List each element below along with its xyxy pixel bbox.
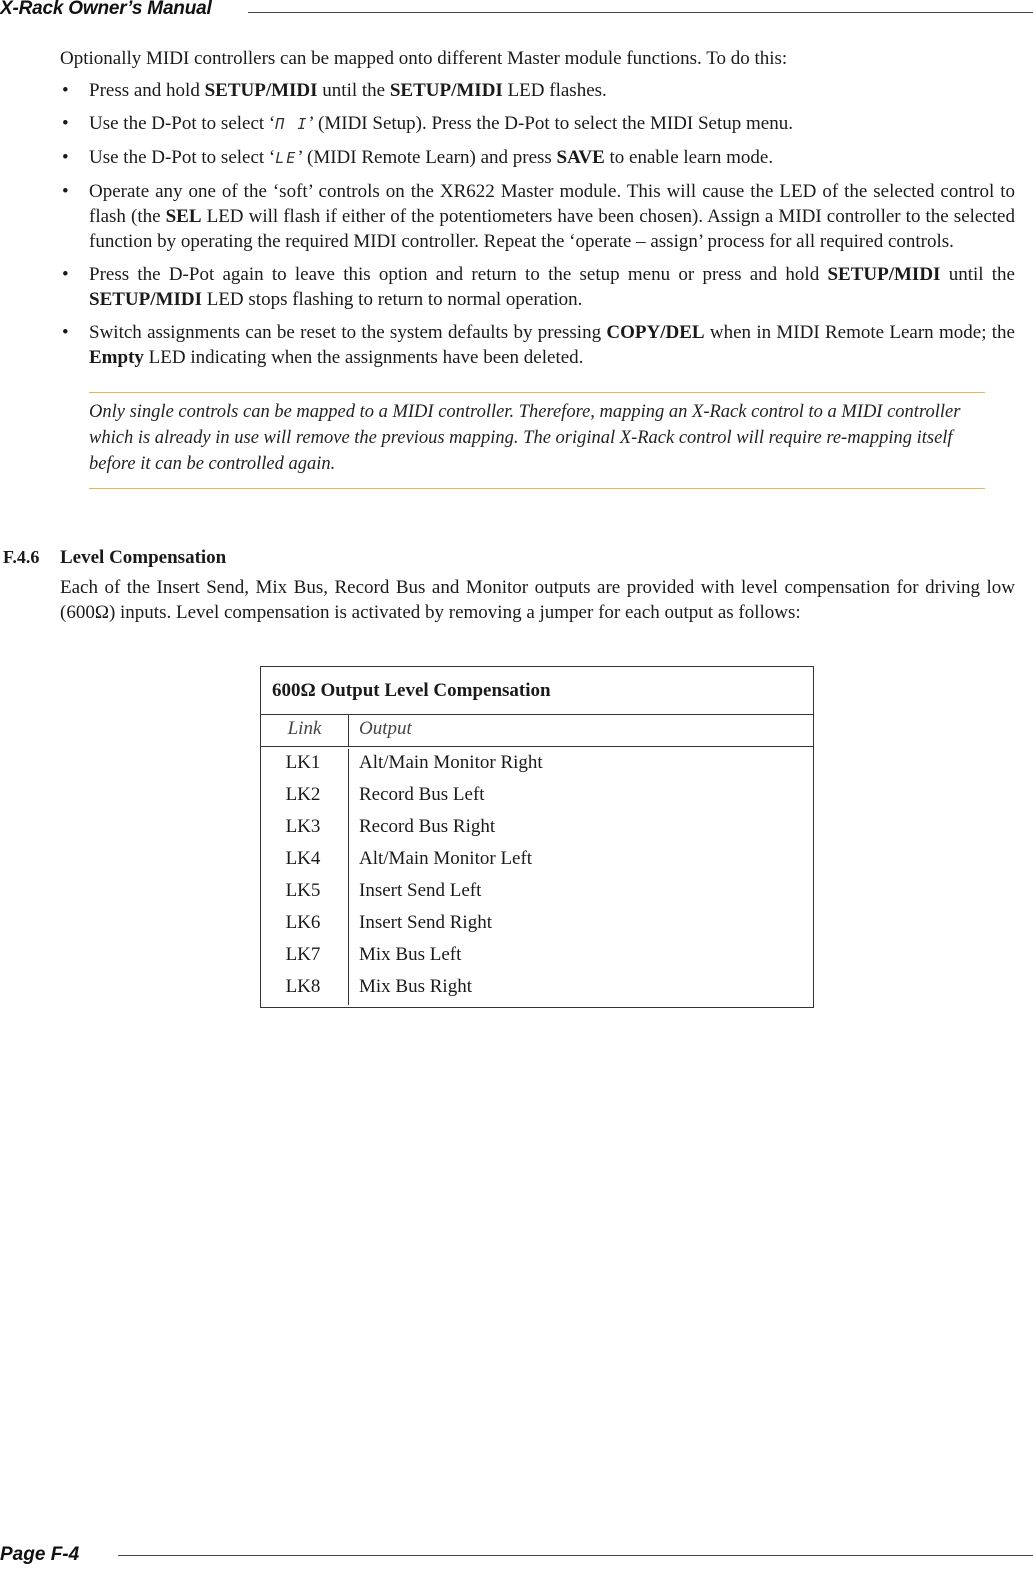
table-body <box>261 747 813 1007</box>
column-header-output: Output <box>359 718 412 739</box>
level-compensation-section <box>0 543 1015 625</box>
table-row: LK7 Mix Bus Left <box>261 941 813 973</box>
table-title: 600Ω Output Level Compensation <box>261 667 813 715</box>
manual-title: X-Rack Owner’s Manual <box>0 0 212 19</box>
main-content <box>60 46 1015 489</box>
section-title: Level Compensation <box>60 547 227 568</box>
intro-paragraph: Optionally MIDI controllers can be mapped onto different Master module functions. To do this: <box>60 48 788 69</box>
page-number: Page F-4 <box>0 1544 80 1565</box>
table-row: LK3 Record Bus Right <box>261 813 813 845</box>
list-item: • Use the D-Pot to select ‘LE’ (MIDI Remote Learn) and press SAVE to enable learn mode. <box>60 145 1015 171</box>
list-item: • Press the D-Pot again to leave this option and return to the setup menu or press and hold SETUP/MIDI until the SETUP/MIDI LED stops flashing to return to normal operation. <box>60 262 1015 312</box>
table-row: LK6 Insert Send Right <box>261 909 813 941</box>
lcd-display-text: LE <box>275 149 298 167</box>
table-row: LK5 Insert Send Left <box>261 877 813 909</box>
header-rule <box>248 12 1033 13</box>
table-header-row <box>261 715 813 747</box>
list-item: • Switch assignments can be reset to the system defaults by pressing COPY/DEL when in MIDI Remote Learn mode; the Empty LED indicating when the assignments have been deleted. <box>60 320 1015 370</box>
lcd-display-text: Π I <box>275 115 309 133</box>
table-row: LK8 Mix Bus Right <box>261 973 813 1005</box>
compensation-table <box>260 666 814 1008</box>
note-box: Only single controls can be mapped to a MIDI controller. Therefore, mapping an X-Rack control to a MIDI controller which is already in use will remove the previous mapping. The original X-Rack control will require re-mapping itself before it can be controlled again. <box>89 392 985 489</box>
table-row: LK2 Record Bus Left <box>261 781 813 813</box>
list-item: • Operate any one of the ‘soft’ controls on the XR622 Master module. This will cause the LED of the selected control to flash (the SEL LED will flash if either of the potentiometers have been chosen). Assign a MIDI controller to the selected function by operating the required MIDI controller. Repeat the ‘operate – assign’ process for all required controls. <box>60 179 1015 254</box>
instruction-list <box>60 78 1015 370</box>
section-body: Each of the Insert Send, Mix Bus, Record Bus and Monitor outputs are provided with level compensation for driving low (600Ω) inputs. Level compensation is activated by removing a jumper for each output as follows: <box>60 577 1015 623</box>
table-row: LK1 Alt/Main Monitor Right <box>261 749 813 781</box>
page-footer <box>0 1540 1033 1570</box>
list-item: • Use the D-Pot to select ‘Π I’ (MIDI Setup). Press the D-Pot to select the MIDI Setup menu. <box>60 111 1015 137</box>
list-item: • Press and hold SETUP/MIDI until the SETUP/MIDI LED flashes. <box>60 78 1015 103</box>
column-header-link: Link <box>261 715 349 746</box>
table-row: LK4 Alt/Main Monitor Left <box>261 845 813 877</box>
page-header <box>0 0 1033 24</box>
section-heading <box>0 543 1015 571</box>
footer-rule <box>118 1555 1033 1556</box>
section-number: F.4.6 <box>3 547 40 567</box>
